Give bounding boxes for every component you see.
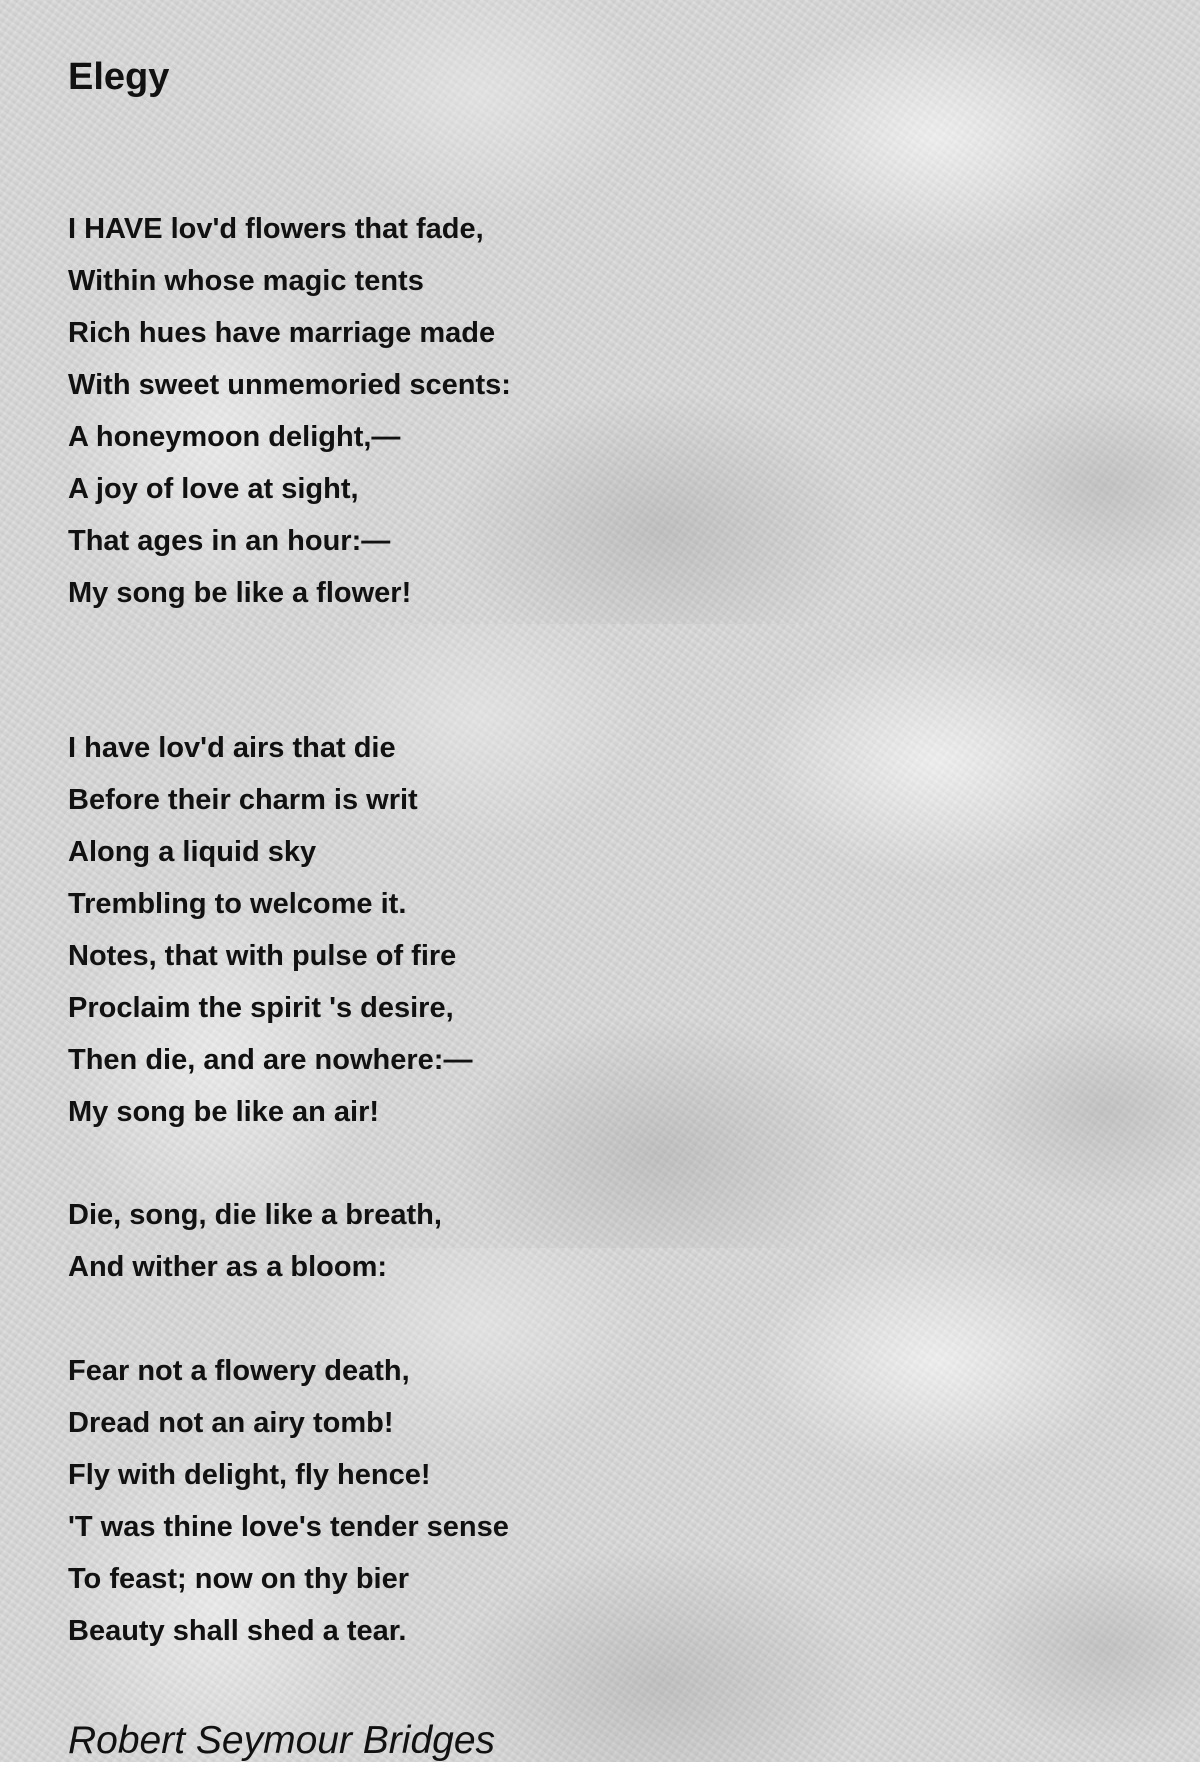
poem-line: Within whose magic tents	[68, 265, 424, 297]
poem-line: Fear not a flowery death,	[68, 1355, 410, 1387]
poem-line: With sweet unmemoried scents:	[68, 369, 511, 401]
poem-line: My song be like a flower!	[68, 577, 412, 609]
poem-line: That ages in an hour:—	[68, 525, 391, 557]
poem-line: Dread not an airy tomb!	[68, 1407, 394, 1439]
poem-line: 'T was thine love's tender sense	[68, 1511, 509, 1543]
poem-line: Notes, that with pulse of fire	[68, 940, 457, 972]
poem-line: I have lov'd airs that die	[68, 732, 396, 764]
poem-line: Before their charm is writ	[68, 784, 418, 816]
poem-line: My song be like an air!	[68, 1096, 380, 1128]
poem-line: Die, song, die like a breath,	[68, 1199, 442, 1231]
poem-line: Along a liquid sky	[68, 836, 317, 868]
poem-line: Proclaim the spirit 's desire,	[68, 992, 454, 1024]
poem-author: Robert Seymour Bridges	[68, 1719, 496, 1762]
poem-line: A joy of love at sight,	[68, 473, 359, 505]
poem-line: I HAVE lov'd flowers that fade,	[68, 213, 484, 245]
poem-line: Rich hues have marriage made	[68, 317, 496, 349]
poem-line: To feast; now on thy bier	[68, 1563, 410, 1595]
poem-line: Fly with delight, fly hence!	[68, 1459, 431, 1491]
stanza-2	[68, 722, 1128, 1138]
poem-title: Elegy	[68, 56, 170, 98]
poem-line: Trembling to welcome it.	[68, 888, 407, 920]
poem-line: And wither as a bloom:	[68, 1251, 388, 1283]
poem-line: A honeymoon delight,—	[68, 421, 401, 453]
stanza-1	[68, 203, 1128, 619]
poem-container	[68, 52, 1128, 1767]
stanza-3	[68, 1189, 1128, 1657]
poem-line: Beauty shall shed a tear.	[68, 1615, 407, 1647]
poem-line: Then die, and are nowhere:—	[68, 1044, 473, 1076]
